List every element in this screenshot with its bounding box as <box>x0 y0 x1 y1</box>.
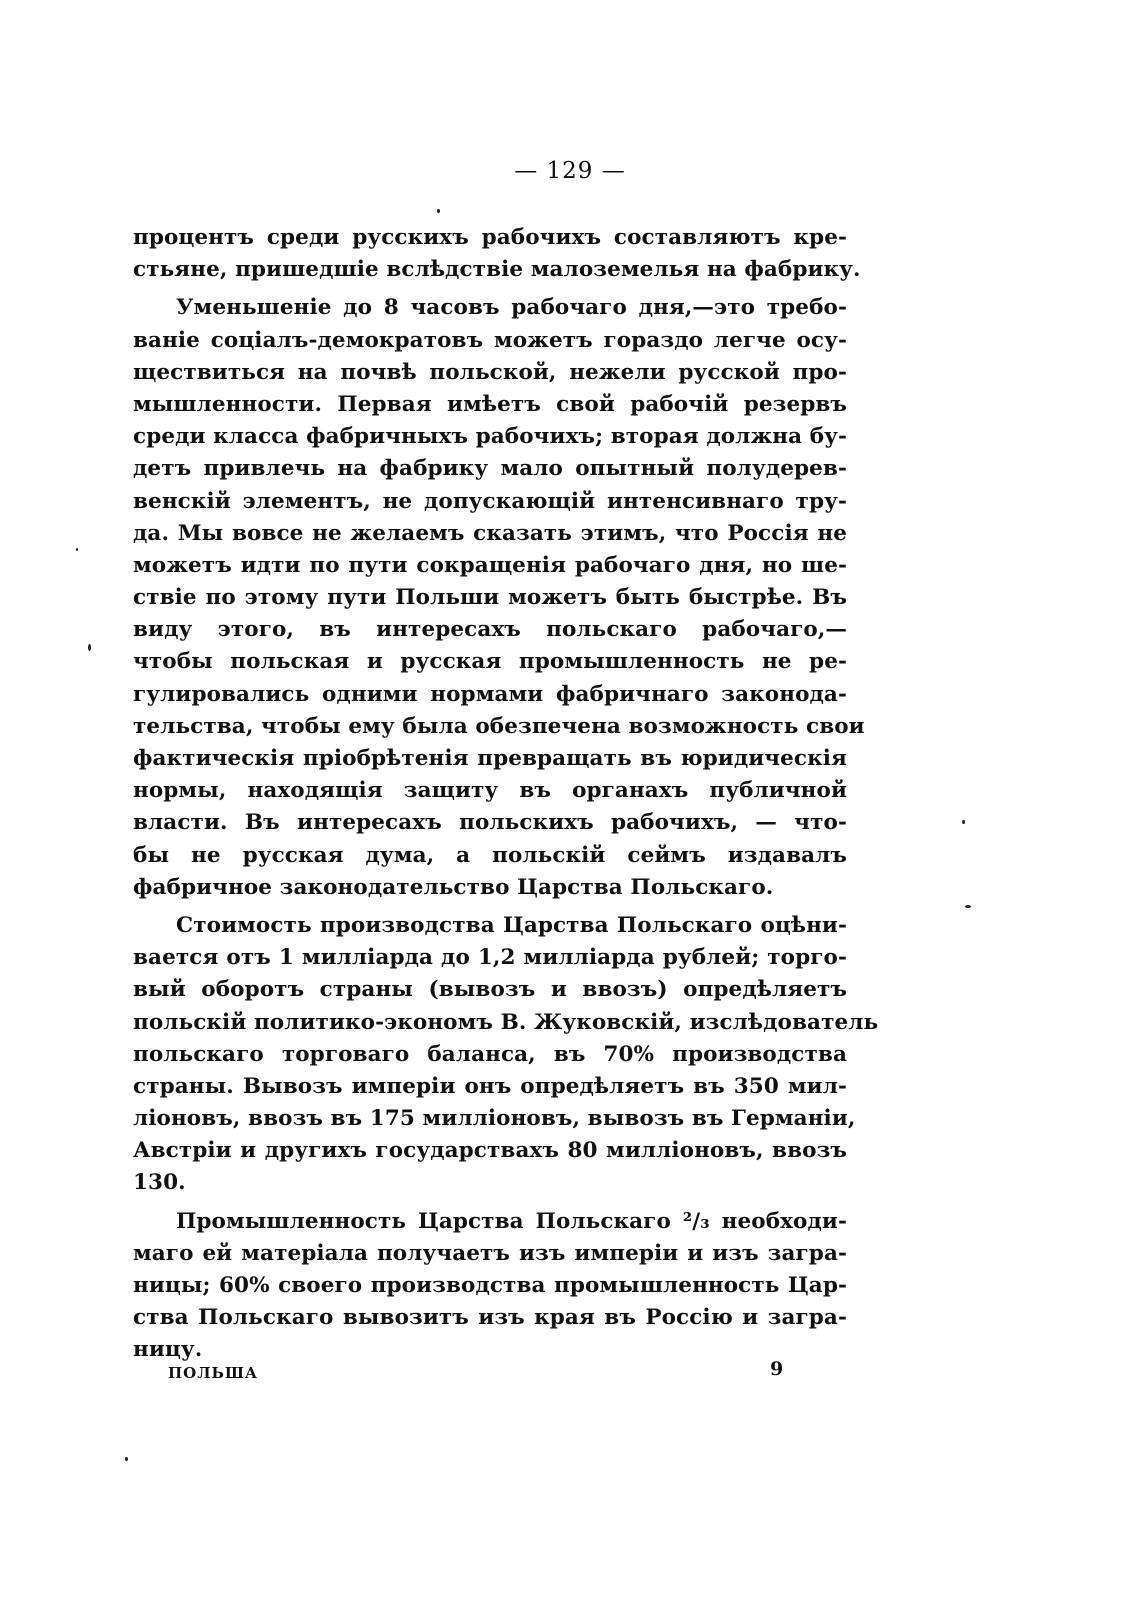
text-line: стьяне, пришедшіе вслѣдствіе малоземелья на фабрику. <box>133 257 861 283</box>
text-line: Уменьшеніе до 8 часовъ рабочаго дня,—это требо- <box>176 295 847 321</box>
text-line: страны. Вывозъ имперіи онъ опредѣляетъ въ 350 мил- <box>133 1073 847 1099</box>
text-line: ствіе по этому пути Польши можетъ быть быстрѣе. Въ <box>133 585 847 611</box>
text-line: венскій элементъ, не допускающій интенсивнаго тру- <box>133 488 847 514</box>
text-line: польскій политико-экономъ В. Жуковскій, изслѣдователь <box>133 1009 879 1035</box>
text-line: виду этого, въ интересахъ польскаго рабочаго,— <box>133 617 847 643</box>
text-line: чтобы польская и русская промышленность не ре- <box>133 649 847 675</box>
scan-speck <box>76 548 78 551</box>
text-line: можетъ идти по пути сокращенія рабочаго дня, но ше- <box>133 552 847 578</box>
sheet-number: 9 <box>770 1358 784 1380</box>
text-line: ліоновъ, ввозъ въ 175 милліоновъ, вывозъ въ Германіи, <box>133 1106 856 1132</box>
text-line: вается отъ 1 милліарда до 1,2 милліарда рублей; торго- <box>133 945 847 971</box>
body-text <box>133 222 879 1367</box>
text-line: гулировались одними нормами фабричнаго законода- <box>133 681 847 707</box>
signature-mark: ПОЛЬША <box>168 1364 259 1382</box>
text-line: да. Мы вовсе не желаемъ сказать этимъ, что Россія не <box>133 520 847 546</box>
scan-speck <box>965 905 971 908</box>
text-line: ницы; 60% своего производства промышленность Цар- <box>133 1273 847 1298</box>
text-line: бы не русская дума, а польскій сеймъ издавалъ <box>133 842 847 868</box>
scan-speck <box>125 1457 128 1461</box>
text-line: ществиться на почвѣ польской, нежели русской про- <box>133 359 847 385</box>
scan-speck <box>437 209 440 213</box>
scan-speck <box>88 644 91 651</box>
text-line: нормы, находящія защиту въ органахъ публичной <box>133 778 847 804</box>
text-line: вый оборотъ страны (вывозъ и ввозъ) опредѣляетъ <box>133 977 847 1003</box>
text-line: среди класса фабричныхъ рабочихъ; вторая должна бу- <box>133 424 848 450</box>
text-line: маго ей матеріала получаетъ изъ имперіи и изъ загра- <box>133 1240 847 1266</box>
text-line: ваніе соціалъ-демократовъ можетъ гораздо легче осу- <box>133 327 847 353</box>
text-line: фактическія пріобрѣтенія превращать въ юридическія <box>133 746 847 771</box>
text-line: власти. Въ интересахъ польскихъ рабочихъ, — что- <box>133 810 847 836</box>
text-line: тельства, чтобы ему была обезпечена возможность свои <box>133 713 865 739</box>
page-number: — 129 — <box>514 158 626 184</box>
text-line: мышленности. Первая имѣетъ свой рабочій резервъ <box>133 391 847 417</box>
text-line: Стоимость производства Царства Польскаго оцѣни- <box>176 912 847 938</box>
text-line: Промышленность Царства Польскаго ²/₃ необходи- <box>176 1208 847 1234</box>
text-line: Австріи и другихъ государствахъ 80 милліоновъ, ввозъ <box>133 1138 847 1164</box>
text-line: детъ привлечь на фабрику мало опытный полудерев- <box>133 456 847 482</box>
text-line: процентъ среди русскихъ рабочихъ составляютъ кре- <box>133 225 847 250</box>
scan-speck <box>962 820 965 824</box>
text-line: польскаго торговаго баланса, въ 70% производства <box>133 1041 847 1067</box>
text-line: фабричное законодательство Царства Польскаго. <box>133 874 774 900</box>
text-line: ства Польскаго вывозитъ изъ края въ Россію и загра- <box>133 1305 847 1331</box>
text-line: 130. <box>133 1170 186 1196</box>
text-line: ницу. <box>133 1337 203 1363</box>
